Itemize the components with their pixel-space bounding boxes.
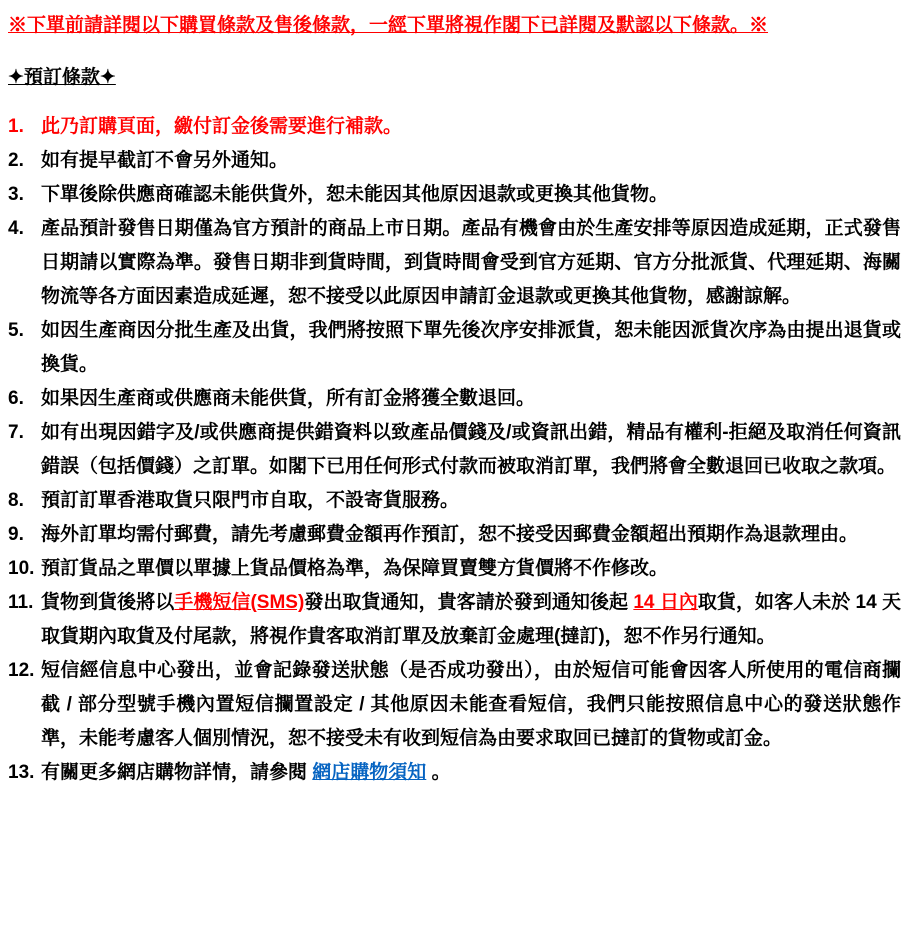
term-number: 2. [8,150,24,171]
term-number: 6. [8,388,24,409]
term-text [41,586,903,654]
term-text [41,552,903,586]
term-number: 3. [8,184,24,205]
term-text [41,382,903,416]
term-item-11 [8,586,903,654]
term-text-segment: 貨物到貨後將以 [41,592,175,613]
term-text-segment: 下單後除供應商確認未能供貨外，恕未能因其他原因退款或更換其他貨物。 [41,184,669,205]
term-item-12 [8,654,903,756]
term-text [41,178,903,212]
term-text-segment: 有關更多網店購物詳情，請參閱 [41,762,313,783]
shop-guide-link[interactable]: 網店購物須知 [312,762,427,783]
term-text-segment: 如因生產商因分批生產及出貨，我們將按照下單先後次序安排派貨，恕未能因派貨次序為由提出退貨或換貨。 [41,320,901,375]
term-text [41,654,903,756]
term-text [41,518,903,552]
page-title: ※下單前請詳閱以下購買條款及售後條款，一經下單將視作閣下已詳閱及默認以下條款。※ [8,15,769,36]
term-text-segment: 如有出現因錯字及/或供應商提供錯資料以致產品價錢及/或資訊出錯，精品有權利-拒絕及取消任何資訊錯誤（包括價錢）之訂單。如閣下已用任何形式付款而被取消訂單，我們將會全數退回已收取之款項。 [41,422,901,477]
term-number: 1. [8,116,24,137]
term-text [41,484,903,518]
term-text-segment: 此乃訂購頁面，繳付訂金後需要進行補款。 [41,116,403,137]
term-item-7 [8,416,903,484]
term-item-3 [8,178,903,212]
term-number: 5. [8,320,24,341]
term-item-13 [8,756,903,790]
term-text [41,212,903,314]
term-text [41,416,903,484]
term-number: 12. [8,660,35,681]
term-text-segment: 短信經信息中心發出，並會記錄發送狀態（是否成功發出），由於短信可能會因客人所使用的電信商攔截 / 部分型號手機內置短信攔置設定 / 其他原因未能查看短信，我們只能按照信息中心的發送狀態作準，未能考慮客人個別情況，恕不接受未有收到短信為由要求取回已撻訂的貨物或訂金。 [41,660,901,749]
term-text-segment: 如有提早截訂不會另外通知。 [41,150,289,171]
term-item-1 [8,110,903,144]
term-text-segment: 預訂訂單香港取貨只限門市自取，不設寄貨服務。 [41,490,460,511]
term-number: 8. [8,490,24,511]
term-number: 7. [8,422,24,443]
term-item-5 [8,314,903,382]
term-text-segment: 。 [426,762,451,783]
term-item-2 [8,144,903,178]
term-item-6 [8,382,903,416]
term-text [41,144,903,178]
terms-list [8,110,903,790]
term-text-segment: 預訂貨品之單價以單據上貨品價格為準，為保障買賣雙方貨價將不作修改。 [41,558,669,579]
term-text-segment: 產品預計發售日期僅為官方預計的商品上市日期。產品有機會由於生產安排等原因造成延期，正式發售日期請以實際為準。發售日期非到貨時間，到貨時間會受到官方延期、官方分批派貨、代理延期、海關物流等各方面因素造成延遲，恕不接受以此原因申請訂金退款或更換其他貨物，感謝諒解。 [41,218,901,307]
term-text [41,314,903,382]
term-text [41,756,903,790]
term-number: 9. [8,524,24,545]
term-item-9 [8,518,903,552]
term-item-10 [8,552,903,586]
term-number: 13. [8,762,35,783]
section-header-row [8,64,903,110]
term-text-segment: 取貨，如客人未於 14 天取貨期內取貨及付尾款，將視作貴客取消訂單及放棄訂金處理(撻訂)，恕不作另行通知。 [41,592,902,647]
term-item-4 [8,212,903,314]
term-text-segment: 海外訂單均需付郵費，請先考慮郵費金額再作預訂，恕不接受因郵費金額超出預期作為退款理由。 [41,524,859,545]
term-text-segment: 如果因生產商或供應商未能供貨，所有訂金將獲全數退回。 [41,388,536,409]
pickup-deadline-highlight: 14 日內 [633,592,698,613]
term-number: 10. [8,558,35,579]
term-number: 4. [8,218,24,239]
section-header-preorder-terms: ✦預訂條款✦ [8,67,116,88]
sms-highlight: 手機短信(SMS) [174,592,305,613]
term-item-8 [8,484,903,518]
term-text [41,110,903,144]
term-number: 11. [8,592,34,613]
term-text-segment: 發出取貨通知，貴客請於發到通知後起 [304,592,634,613]
